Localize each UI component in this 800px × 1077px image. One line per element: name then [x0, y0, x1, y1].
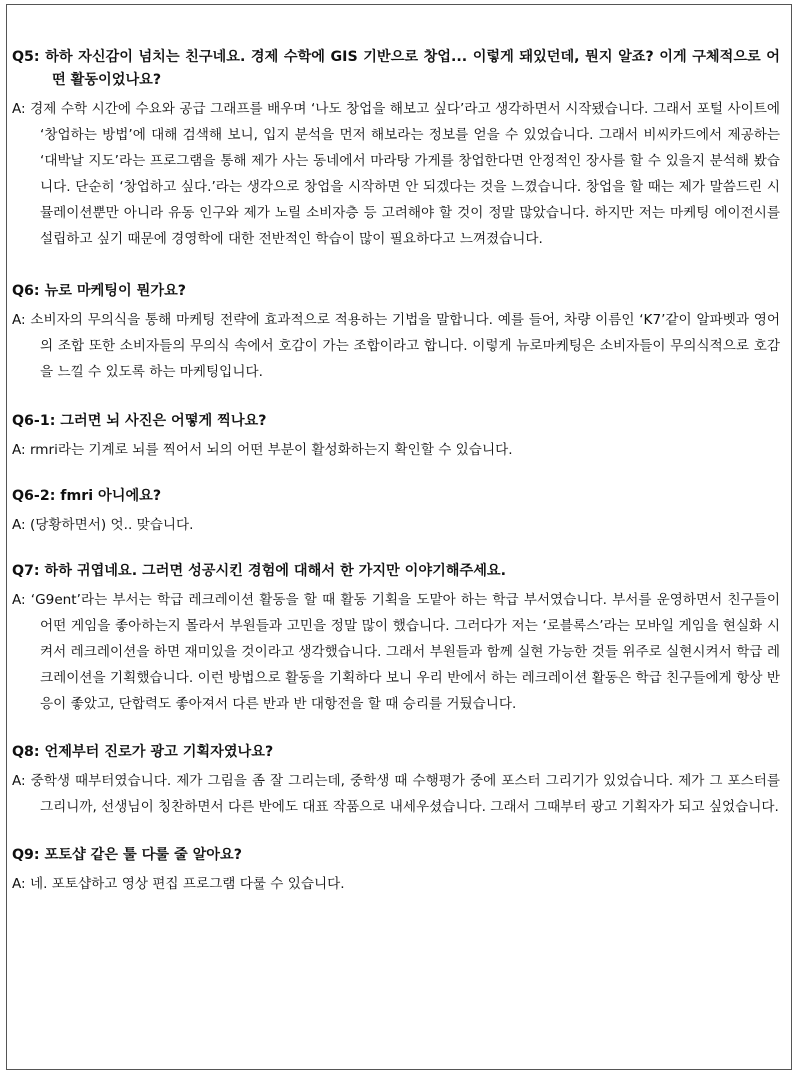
qa-block-q7 [12, 560, 780, 717]
answer-q6-2: A: (당황하면서) 엇.. 맞습니다. [12, 517, 194, 533]
question-q6-1: Q6-1: 그러면 뇌 사진은 어떻게 찍나요? [12, 413, 267, 429]
answer-q6: A: 소비자의 무의식을 통해 마케팅 전략에 효과적으로 적용하는 기법을 말합니다. 예를 들어, 차량 이름인 ‘K7’같이 알파벳과 영어의 조합 또한 소비자들의 무의식 속에서 호감이 가는 조합이라고 합니다. 이렇게 뉴로마케팅은 소비자들이 무의식적으로 호감을 느낄 수 있도록 하는 마케팅입니다. [12, 312, 780, 380]
question-q7: Q7: 하하 귀엽네요. 그러면 성공시킨 경험에 대해서 한 가지만 이야기해주세요. [12, 563, 506, 579]
qa-block-q6 [12, 280, 780, 385]
question-q9: Q9: 포토샵 같은 툴 다룰 줄 알아요? [12, 847, 242, 863]
interview-transcript [12, 46, 780, 897]
answer-q9: A: 네. 포토샵하고 영상 편집 프로그램 다룰 수 있습니다. [12, 876, 345, 892]
answer-q6-1: A: rmri라는 기계로 뇌를 찍어서 뇌의 어떤 부분이 활성화하는지 확인할 수 있습니다. [12, 442, 513, 458]
answer-q7: A: ‘G9ent’라는 부서는 학급 레크레이션 활동을 할 때 활동 기획을 도맡아 하는 학급 부서였습니다. 부서를 운영하면서 친구들이 어떤 게임을 좋아하는지 몰라서 부원들과 고민을 정말 많이 했습니다. 그러다가 저는 ‘로블록스’라는 모바일 게임을 현실화 시켜서 레크레이션을 하면 재미있을 것이라고 생각했습니다. 그래서 부원들과 함께 실현 가능한 것들 위주로 실현시켜서 학급 레크레이션을 기획했습니다. 이런 방법으로 활동을 기획하다 보니 우리 반에서 하는 레크레이션 활동은 학급 친구들에게 항상 반응이 좋았고, 단합력도 좋아져서 다른 반과 반 대항전을 할 때 승리를 거뒀습니다. [12, 592, 780, 712]
qa-block-q5 [12, 46, 780, 252]
question-q6-2: Q6-2: fmri 아니에요? [12, 488, 162, 504]
question-q8: Q8: 언제부터 진로가 광고 기획자였나요? [12, 744, 274, 760]
answer-q5: A: 경제 수학 시간에 수요와 공급 그래프를 배우며 ‘나도 창업을 해보고 싶다’라고 생각하면서 시작됐습니다. 그래서 포털 사이트에 ‘창업하는 방법’에 대해 검색해 보니, 입지 분석을 먼저 해보라는 정보를 얻을 수 있었습니다. 그래서 비씨카드에서 제공하는 ‘대박날 지도’라는 프로그램을 통해 제가 사는 동네에서 마라탕 가게를 창업한다면 안정적인 장사를 할 수 있을지 분석해 봤습니다. 단순히 ‘창업하고 싶다.’라는 생각으로 창업을 시작하면 안 되겠다는 것을 느꼈습니다. 창업을 할 때는 제가 말씀드린 시뮬레이션뿐만 아니라 유동 인구와 제가 노릴 소비자층 등 고려해야 할 것이 정말 많았습니다. 하지만 저는 마케팅 에이전시를 설립하고 싶기 때문에 경영학에 대한 전반적인 학습이 많이 필요하다고 느껴졌습니다. [12, 101, 780, 247]
qa-block-q6-2 [12, 485, 780, 538]
qa-block-q6-1 [12, 410, 780, 463]
qa-block-q9 [12, 844, 780, 897]
answer-q8: A: 중학생 때부터였습니다. 제가 그림을 좀 잘 그리는데, 중학생 때 수행평가 중에 포스터 그리기가 있었습니다. 제가 그 포스터를 그리니까, 선생님이 칭찬하면서 다른 반에도 대표 작품으로 내세우셨습니다. 그래서 그때부터 광고 기획자가 되고 싶었습니다. [12, 773, 780, 815]
question-q6: Q6: 뉴로 마케팅이 뭔가요? [12, 283, 187, 299]
qa-block-q8 [12, 741, 780, 820]
question-q5: Q5: 하하 자신감이 넘치는 친구네요. 경제 수학에 GIS 기반으로 창업... 이렇게 돼있던데, 뭔지 알죠? 이게 구체적으로 어떤 활동이었나요? [12, 49, 780, 88]
